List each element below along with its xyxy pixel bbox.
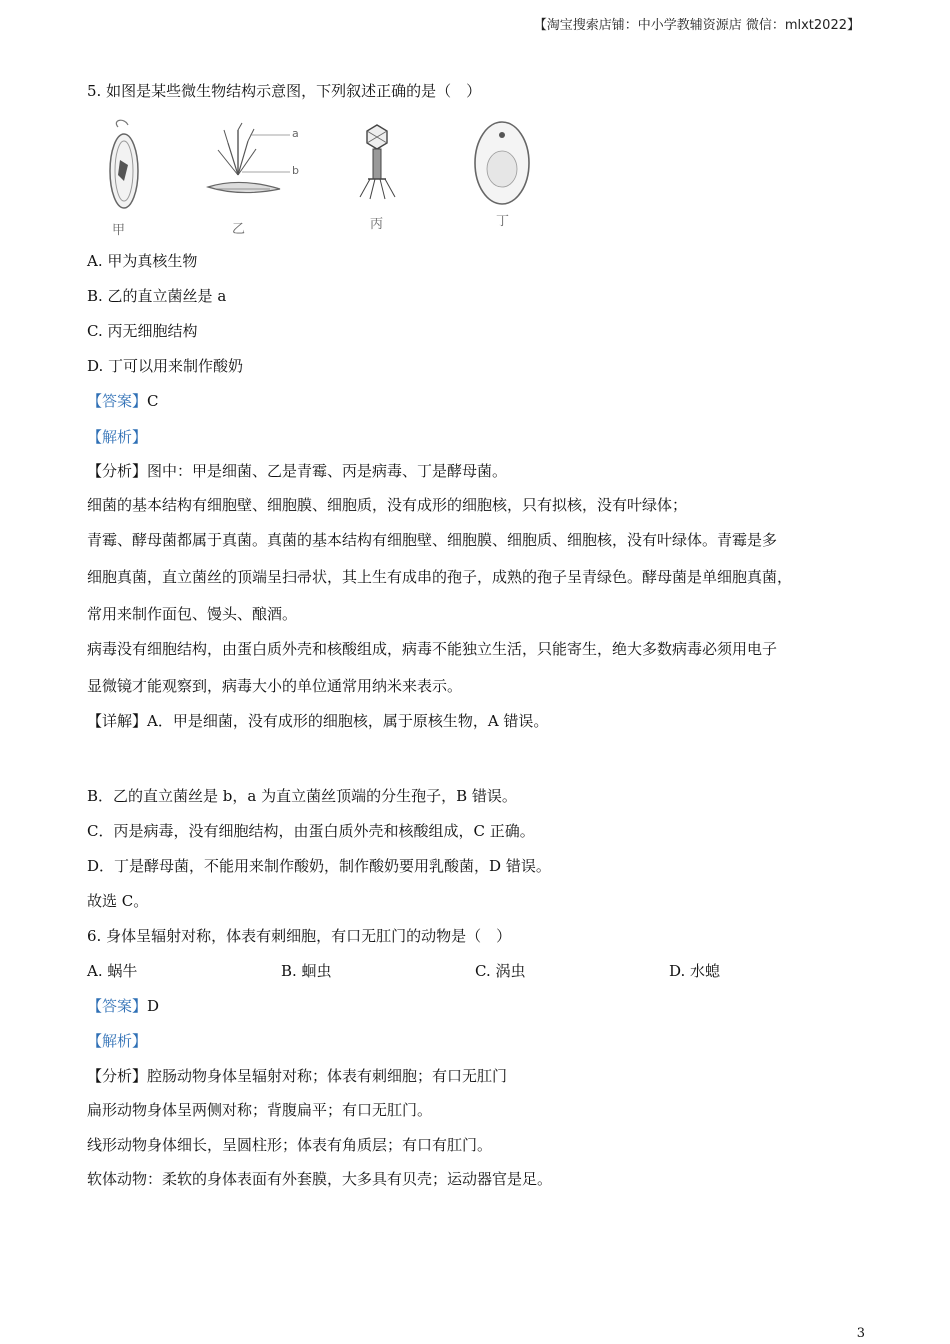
penicillium-drawing (208, 123, 290, 193)
q5-analysis-line: 青霉、酵母菌都属于真菌。真菌的基本结构有细胞壁、细胞膜、细胞质、细胞核，没有叶绿体。青霉是多 (87, 531, 778, 549)
q5-detail-line: D．丁是酵母菌，不能用来制作酸奶，制作酸奶要用乳酸菌，D 错误。 (87, 857, 551, 875)
q6-option-d: D. 水螅 (669, 962, 721, 980)
q5-detail-line: C．丙是病毒，没有细胞结构，由蛋白质外壳和核酸组成，C 正确。 (87, 822, 535, 840)
q5-option-d: D. 丁可以用来制作酸奶 (87, 357, 244, 375)
q6-option-c: C. 涡虫 (475, 962, 526, 980)
yeast-drawing (475, 122, 529, 204)
q6-option-a: A. 蜗牛 (87, 962, 138, 980)
q6-analysis-line: 软体动物：柔软的身体表面有外套膜，大多具有贝壳；运动器官是足。 (87, 1170, 553, 1188)
q5-detail-line: 【详解】A．甲是细菌，没有成形的细胞核，属于原核生物，A 错误。 (87, 712, 549, 730)
q5-analysis-line: 显微镜才能观察到，病毒大小的单位通常用纳米来表示。 (87, 677, 463, 695)
q6-analysis-line: 线形动物身体细长，呈圆柱形；体表有角质层；有口有肛门。 (87, 1136, 493, 1154)
q5-analysis-line: 细菌的基本结构有细胞壁、细胞膜、细胞质，没有成形的细胞核，只有拟核，没有叶绿体； (87, 496, 688, 514)
q5-option-a: A. 甲为真核生物 (87, 252, 198, 270)
q6-answer (87, 996, 159, 1016)
microorganism-diagram (90, 115, 550, 240)
figure-mark-a: a (292, 127, 299, 140)
q6-analysis-line: 【分析】腔肠动物身体呈辐射对称；体表有刺细胞；有口无肛门 (87, 1067, 508, 1085)
figure-label-bing: 丙 (370, 217, 384, 232)
answer-value: C (147, 392, 159, 410)
q6-analysis-line: 扁形动物身体呈两侧对称；背腹扁平；有口无肛门。 (87, 1101, 433, 1119)
q5-option-b: B. 乙的直立菌丝是 a (87, 287, 227, 305)
q5-analysis-line: 【分析】图中：甲是细菌、乙是青霉、丙是病毒、丁是酵母菌。 (87, 462, 508, 480)
q6-analysis-tag: 【解析】 (87, 1032, 148, 1050)
q5-answer (87, 391, 159, 411)
page-header: 【淘宝搜索店铺：中小学教辅资源店 微信：mlxt2022】 (533, 18, 860, 33)
question-5-stem: 5. 如图是某些微生物结构示意图，下列叙述正确的是（ ） (87, 82, 482, 100)
q5-conclusion: 故选 C。 (87, 892, 149, 910)
q5-analysis-line: 常用来制作面包、馒头、酿酒。 (87, 605, 298, 623)
answer-tag: 【答案】 (87, 997, 148, 1015)
virus-drawing (360, 125, 395, 199)
q5-detail-line: B．乙的直立菌丝是 b，a 为直立菌丝顶端的分生孢子，B 错误。 (87, 787, 517, 805)
q5-analysis-line: 细胞真菌，直立菌丝的顶端呈扫帚状，其上生有成串的孢子，成熟的孢子呈青绿色。酵母菌是单细胞真菌， (87, 568, 793, 586)
q6-option-b: B. 蛔虫 (281, 962, 332, 980)
microorganism-figure (90, 115, 550, 240)
question-6-stem: 6. 身体呈辐射对称，体表有刺细胞，有口无肛门的动物是（ ） (87, 927, 512, 945)
q5-analysis-line: 病毒没有细胞结构，由蛋白质外壳和核酸组成，病毒不能独立生活，只能寄生，绝大多数病毒必须用电子 (87, 640, 778, 658)
figure-label-jia: 甲 (112, 223, 126, 238)
q5-analysis-tag: 【解析】 (87, 428, 148, 446)
answer-value: D (147, 997, 160, 1015)
page-number: 3 (856, 1326, 865, 1341)
bacterium-drawing (110, 120, 138, 208)
figure-label-yi: 乙 (232, 222, 246, 237)
q5-option-c: C. 丙无细胞结构 (87, 322, 198, 340)
answer-tag: 【答案】 (87, 392, 148, 410)
figure-label-ding: 丁 (496, 214, 510, 229)
figure-mark-b: b (292, 164, 299, 177)
